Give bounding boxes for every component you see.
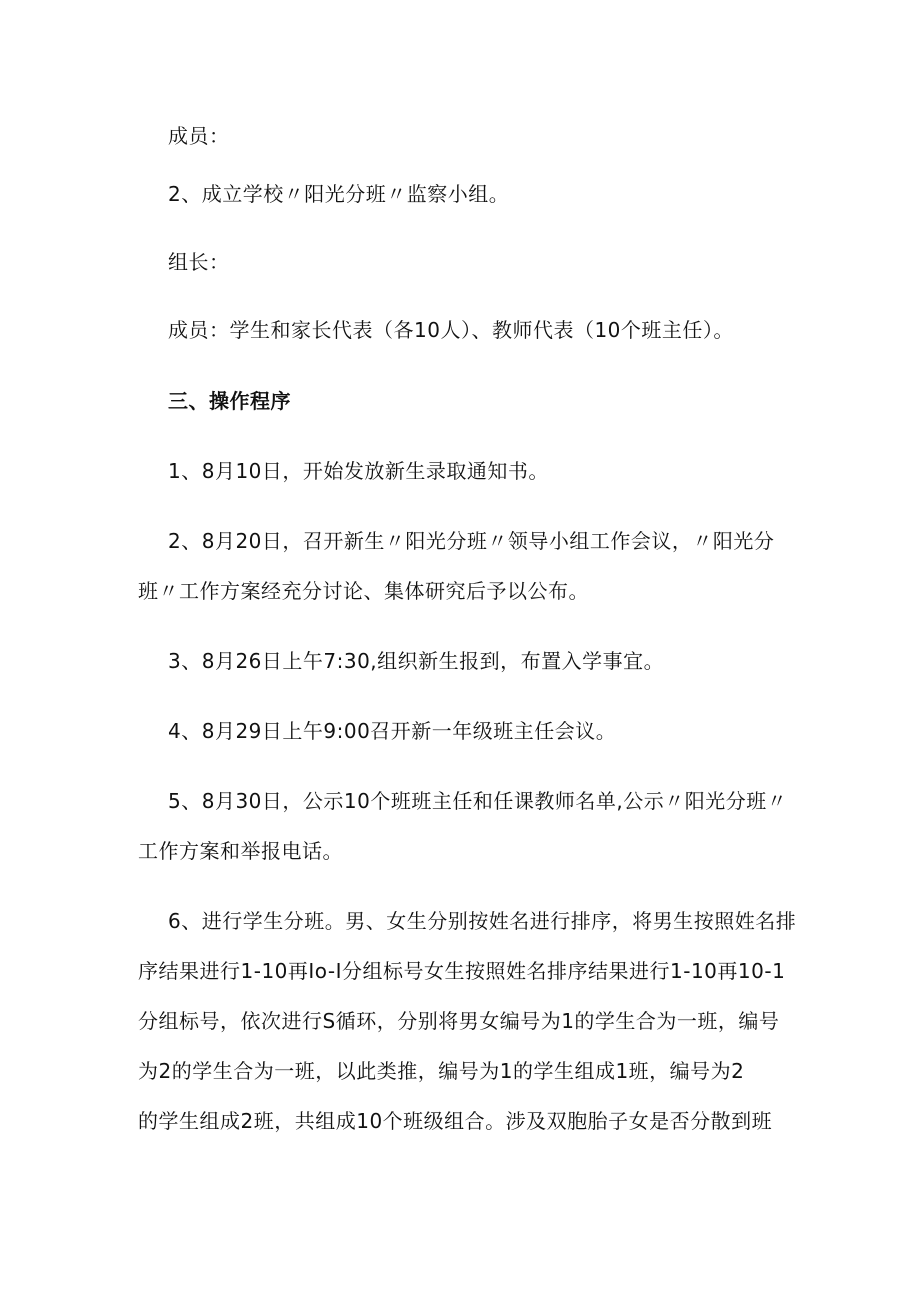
group-leader-label: 组长： <box>168 250 230 274</box>
procedure-step-3: 3、8月26日上午7:30,组织新生报到，布置入学事宜。 <box>168 649 665 673</box>
procedure-step-6-line-3: 分组标号，依次进行S循环，分别将男女编号为1的学生合为一班，编号 <box>138 1009 780 1033</box>
procedure-step-2-line-2: 班〃工作方案经充分讨论、集体研究后予以公布。 <box>138 579 589 603</box>
procedure-step-4: 4、8月29日上午9:00召开新一年级班主任会议。 <box>168 719 617 743</box>
members-label: 成员： <box>168 124 230 148</box>
procedure-step-1: 1、8月10日，开始发放新生录取通知书。 <box>168 459 549 483</box>
procedure-step-5-line-2: 工作方案和举报电话。 <box>138 839 343 863</box>
procedure-step-6-line-1: 6、进行学生分班。男、女生分别按姓名进行排序，将男生按照姓名排 <box>168 909 797 933</box>
item-2-supervision-group: 2、成立学校〃阳光分班〃监察小组。 <box>168 182 510 206</box>
procedure-step-6-line-4: 为2的学生合为一班，以此类推，编号为1的学生组成1班，编号为2 <box>138 1059 745 1083</box>
section-heading-procedure: 三、操作程序 <box>168 389 291 413</box>
procedure-step-6-line-2: 序结果进行1-10再Io-I分组标号女生按照姓名排序结果进行1-10再10-1 <box>138 959 786 983</box>
procedure-step-5-line-1: 5、8月30日，公示10个班班主任和任课教师名单,公示〃阳光分班〃 <box>168 789 788 813</box>
members-line: 成员：学生和家长代表（各10人）、教师代表（10个班主任）。 <box>168 318 734 342</box>
procedure-step-6-line-5: 的学生组成2班，共组成10个班级组合。涉及双胞胎子女是否分散到班 <box>138 1109 773 1133</box>
procedure-step-2-line-1: 2、8月20日，召开新生〃阳光分班〃领导小组工作会议，〃阳光分 <box>168 529 775 553</box>
